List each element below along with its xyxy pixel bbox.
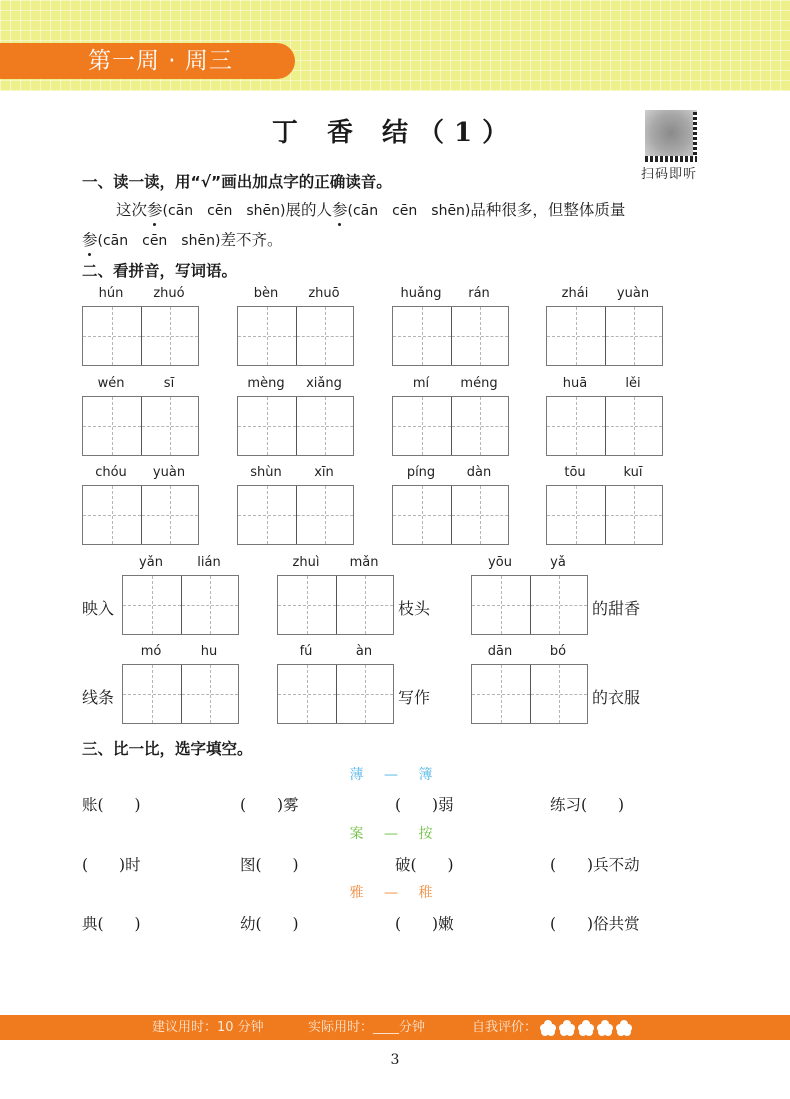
fill-item[interactable]: 账( ) [82,796,141,814]
writing-cell[interactable] [451,486,509,544]
fill-item[interactable]: 图( ) [240,856,299,874]
fill-item[interactable]: 典( ) [82,915,141,933]
pinyin: zhái [561,286,589,301]
char-pair-1: 薄 — 簿 [349,767,441,783]
text: 品种很多，但整体质量 [470,201,626,219]
fill-item[interactable]: ( )时 [82,856,141,874]
fill-item[interactable]: ( )兵不动 [550,856,640,874]
pinyin: mí [412,376,430,391]
pinyin: dàn [466,465,492,480]
pinyin: lěi [625,376,641,391]
writing-cell[interactable] [547,486,605,544]
writing-cell[interactable] [530,576,588,634]
dotted-char: 参 [332,198,348,220]
writing-cell[interactable] [393,397,451,455]
self-eval-rating[interactable] [540,1020,632,1035]
pinyin: fú [299,644,313,659]
section2-heading: 二、看拼音，写词语。 [82,262,238,280]
writing-cell[interactable] [451,307,509,365]
writing-cell[interactable] [238,486,296,544]
pinyin-row [237,286,353,304]
char-pair-2: 案 — 按 [349,826,441,842]
pinyin: píng [406,465,436,480]
pinyin: méng [460,376,498,391]
pinyin: hún [98,286,124,301]
pinyin: shùn [250,465,282,480]
flower-icon[interactable] [559,1020,575,1035]
pinyin: sī [163,376,175,391]
pinyin-row [122,644,238,662]
writing-boxes [392,396,509,456]
writing-boxes [122,664,239,724]
pinyin-row [82,286,198,304]
section3-heading: 三、比一比，选字填空。 [82,740,253,758]
text: 差不齐。 [220,231,283,249]
pinyin: rán [468,286,490,301]
pinyin-options[interactable]: (cān cēn shēn) [347,203,471,219]
writing-cell[interactable] [296,486,354,544]
writing-cell[interactable] [336,576,394,634]
pinyin: huǎng [400,286,442,301]
writing-cell[interactable] [547,307,605,365]
pinyin: chóu [95,465,127,480]
qr-label: 扫码即听 [641,167,698,182]
actual-time[interactable]: 实际用时：____分钟 [308,1020,426,1035]
writing-boxes [392,485,509,545]
phrase-prefix: 映入 [82,599,115,618]
pinyin: wén [97,376,125,391]
writing-cell[interactable] [238,397,296,455]
writing-cell[interactable] [141,397,199,455]
writing-cell[interactable] [123,576,181,634]
pinyin: mèng [247,376,285,391]
flower-icon[interactable] [616,1020,632,1035]
phrase-prefix: 线条 [82,688,115,707]
writing-cell[interactable] [605,486,663,544]
pinyin-row [122,555,238,573]
writing-cell[interactable] [141,486,199,544]
pinyin-row [392,465,508,483]
char-pair-3: 雅 — 稚 [349,885,441,901]
writing-boxes [546,396,663,456]
week-label: 第一周 · 周三 [0,43,295,79]
pinyin: dān [487,644,513,659]
suggested-time: 建议用时：10 分钟 [152,1020,264,1035]
pinyin: àn [355,644,373,659]
writing-boxes [392,306,509,366]
dotted-char: 参 [147,198,163,220]
writing-boxes [82,306,199,366]
pinyin: zhuì [292,555,320,570]
pinyin-row [82,465,198,483]
pinyin-options[interactable]: (cān cēn shēn) [97,233,221,249]
fill-item[interactable]: 练习( ) [550,796,625,814]
writing-cell[interactable] [472,576,530,634]
pinyin: kuī [623,465,643,480]
writing-boxes [82,396,199,456]
writing-cell[interactable] [605,397,663,455]
writing-cell[interactable] [296,307,354,365]
writing-cell[interactable] [181,576,239,634]
qr-code[interactable] [645,110,697,156]
pinyin: zhuó [153,286,185,301]
writing-boxes [277,575,394,635]
writing-cell[interactable] [278,665,336,723]
writing-cell[interactable] [336,665,394,723]
pinyin-row [237,465,353,483]
section1-line2 [82,228,282,250]
fill-item[interactable]: 破( ) [395,856,454,874]
pinyin-row [546,465,662,483]
pinyin-row [82,376,198,394]
pinyin: mǎn [349,555,379,570]
section1-line1 [116,198,625,220]
pinyin: yǎ [550,555,566,570]
pinyin: lián [197,555,221,570]
writing-boxes [237,396,354,456]
writing-cell[interactable] [83,486,141,544]
writing-cell[interactable] [238,307,296,365]
dotted-char: 参 [82,228,98,250]
pinyin: bèn [253,286,279,301]
writing-cell[interactable] [547,397,605,455]
writing-cell[interactable] [141,307,199,365]
writing-cell[interactable] [83,397,141,455]
qr-code-edge [693,112,697,156]
writing-boxes [546,306,663,366]
pinyin: mó [140,644,162,659]
page-number: 3 [390,1052,400,1068]
pinyin: xiǎng [306,376,342,391]
fill-item[interactable]: 幼( ) [240,915,299,933]
writing-cell[interactable] [393,307,451,365]
section1-heading: 一、读一读，用“√”画出加点字的正确读音。 [82,173,392,191]
text: 这次 [116,201,148,219]
pinyin: hu [200,644,218,659]
fill-item[interactable]: ( )雾 [240,796,299,814]
phrase-suffix: 的衣服 [592,688,641,707]
writing-cell[interactable] [83,307,141,365]
qr-code-bottom [645,156,697,162]
pinyin: yōu [488,555,512,570]
phrase-suffix: 的甜香 [592,599,641,618]
flower-icon[interactable] [540,1020,556,1035]
pinyin-options[interactable]: (cān cēn shēn) [162,203,286,219]
writing-cell[interactable] [123,665,181,723]
writing-boxes [122,575,239,635]
pinyin-row [392,286,508,304]
writing-cell[interactable] [278,576,336,634]
writing-boxes [546,485,663,545]
flower-icon[interactable] [597,1020,613,1035]
pinyin: zhuō [308,286,340,301]
writing-boxes [471,664,588,724]
self-eval-label: 自我评价： [472,1020,538,1035]
writing-cell[interactable] [181,665,239,723]
phrase-middle: 枝头 [398,599,431,618]
pinyin: huā [562,376,588,391]
pinyin-row [471,644,587,662]
fill-item[interactable]: ( )嫩 [395,915,454,933]
pinyin: yǎn [139,555,163,570]
writing-cell[interactable] [530,665,588,723]
writing-cell[interactable] [296,397,354,455]
page-title: 丁 香 结（1） [271,118,519,148]
pinyin: bó [549,644,567,659]
pinyin: yuàn [616,286,650,301]
pinyin-row [471,555,587,573]
pinyin: tōu [564,465,586,480]
writing-boxes [277,664,394,724]
pinyin-row [277,555,393,573]
writing-boxes [471,575,588,635]
pinyin-row [277,644,393,662]
writing-cell[interactable] [605,307,663,365]
writing-boxes [82,485,199,545]
writing-cell[interactable] [393,486,451,544]
writing-boxes [237,306,354,366]
fill-item[interactable]: ( )俗共赏 [550,915,640,933]
flower-icon[interactable] [578,1020,594,1035]
pinyin-row [546,376,662,394]
pinyin: xīn [314,465,334,480]
phrase-middle: 写作 [398,688,431,707]
pinyin-row [392,376,508,394]
fill-item[interactable]: ( )弱 [395,796,454,814]
pinyin-row [546,286,662,304]
writing-cell[interactable] [451,397,509,455]
pinyin-row [237,376,353,394]
footer-bar [0,1015,790,1040]
pinyin: yuàn [152,465,186,480]
text: 展的人 [285,201,332,219]
writing-boxes [237,485,354,545]
writing-cell[interactable] [472,665,530,723]
